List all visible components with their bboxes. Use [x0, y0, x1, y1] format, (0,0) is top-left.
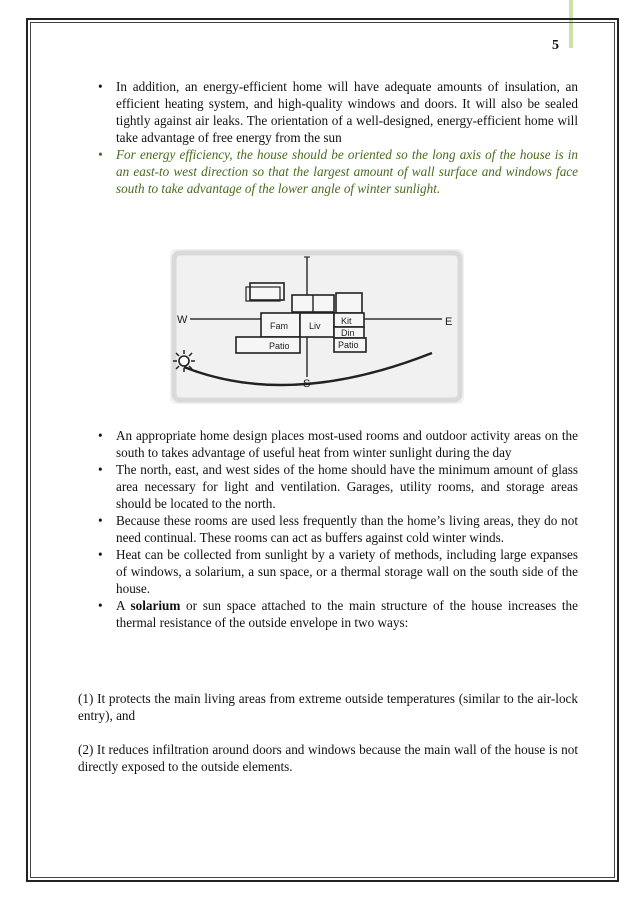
bullet-item: • The north, east, and west sides of the home should have the minimum amount of glass area necessary for light and ventilation. Garages, utility rooms, and storage areas should be located to the north. [68, 461, 578, 512]
patio-left [236, 337, 300, 353]
sun-icon [173, 350, 195, 372]
bullet-list-bottom [68, 427, 578, 631]
page-number: 5 [552, 38, 559, 53]
bullet-item: • An appropriate home design places most-used rooms and outdoor activity areas on the south to takes advantage of useful heat from winter sunlight during the day [68, 427, 578, 461]
compass-west: W [177, 314, 188, 326]
room-living-label: Liv [309, 321, 321, 331]
compass-east: E [445, 316, 453, 328]
bullet-item: • Because these rooms are used less frequently than the home’s living areas, they do not need continual. These rooms can act as buffers against cold winter winds. [68, 512, 578, 546]
paragraph-1: (1) It protects the main living areas from extreme outside temperatures (similar to the air-lock entry), and [78, 691, 578, 723]
utility-room [336, 293, 362, 313]
bullet-item-solarium [68, 597, 578, 631]
room-family-label: Fam [270, 321, 288, 331]
room-kitchen-label: Kit [341, 316, 352, 326]
patio-left-label: Patio [269, 341, 290, 351]
bullet-item: • Heat can be collected from sunlight by a variety of methods, including large expanses of windows, a solarium, a sun space, or a thermal storage wall on the south side of the house. [68, 546, 578, 597]
solarium-prefix: A [116, 598, 131, 613]
house-orientation-diagram [170, 249, 464, 404]
patio-right-label: Patio [338, 340, 359, 350]
room-dining-label: Din [341, 328, 355, 338]
bullet-item-orientation: • For energy efficiency, the house should be oriented so the long axis of the house is in an east-to west direction so that the largest amount of wall surface and windows face south to take advantage of the lower angle of winter sunlight. [68, 146, 578, 197]
compass-south: S [303, 378, 311, 390]
paragraph-2: (2) It reduces infiltration around doors and windows because the main wall of the house is not directly exposed to the outside elements. [78, 742, 578, 774]
solarium-term: solarium [130, 598, 181, 613]
garage-room [250, 283, 284, 300]
solarium-rest: or sun space attached to the main structure of the house increases the thermal resistance of the outside envelope in two ways: [116, 598, 579, 630]
bullet-item: • In addition, an energy-efficient home will have adequate amounts of insulation, an efficient heating system, and high-quality windows and doors. It will also be sealed tightly against air leaks. The orientation of a well-designed, energy-efficient home will take advantage of free energy from the sun [68, 78, 578, 146]
bullet-list-top [68, 78, 578, 197]
